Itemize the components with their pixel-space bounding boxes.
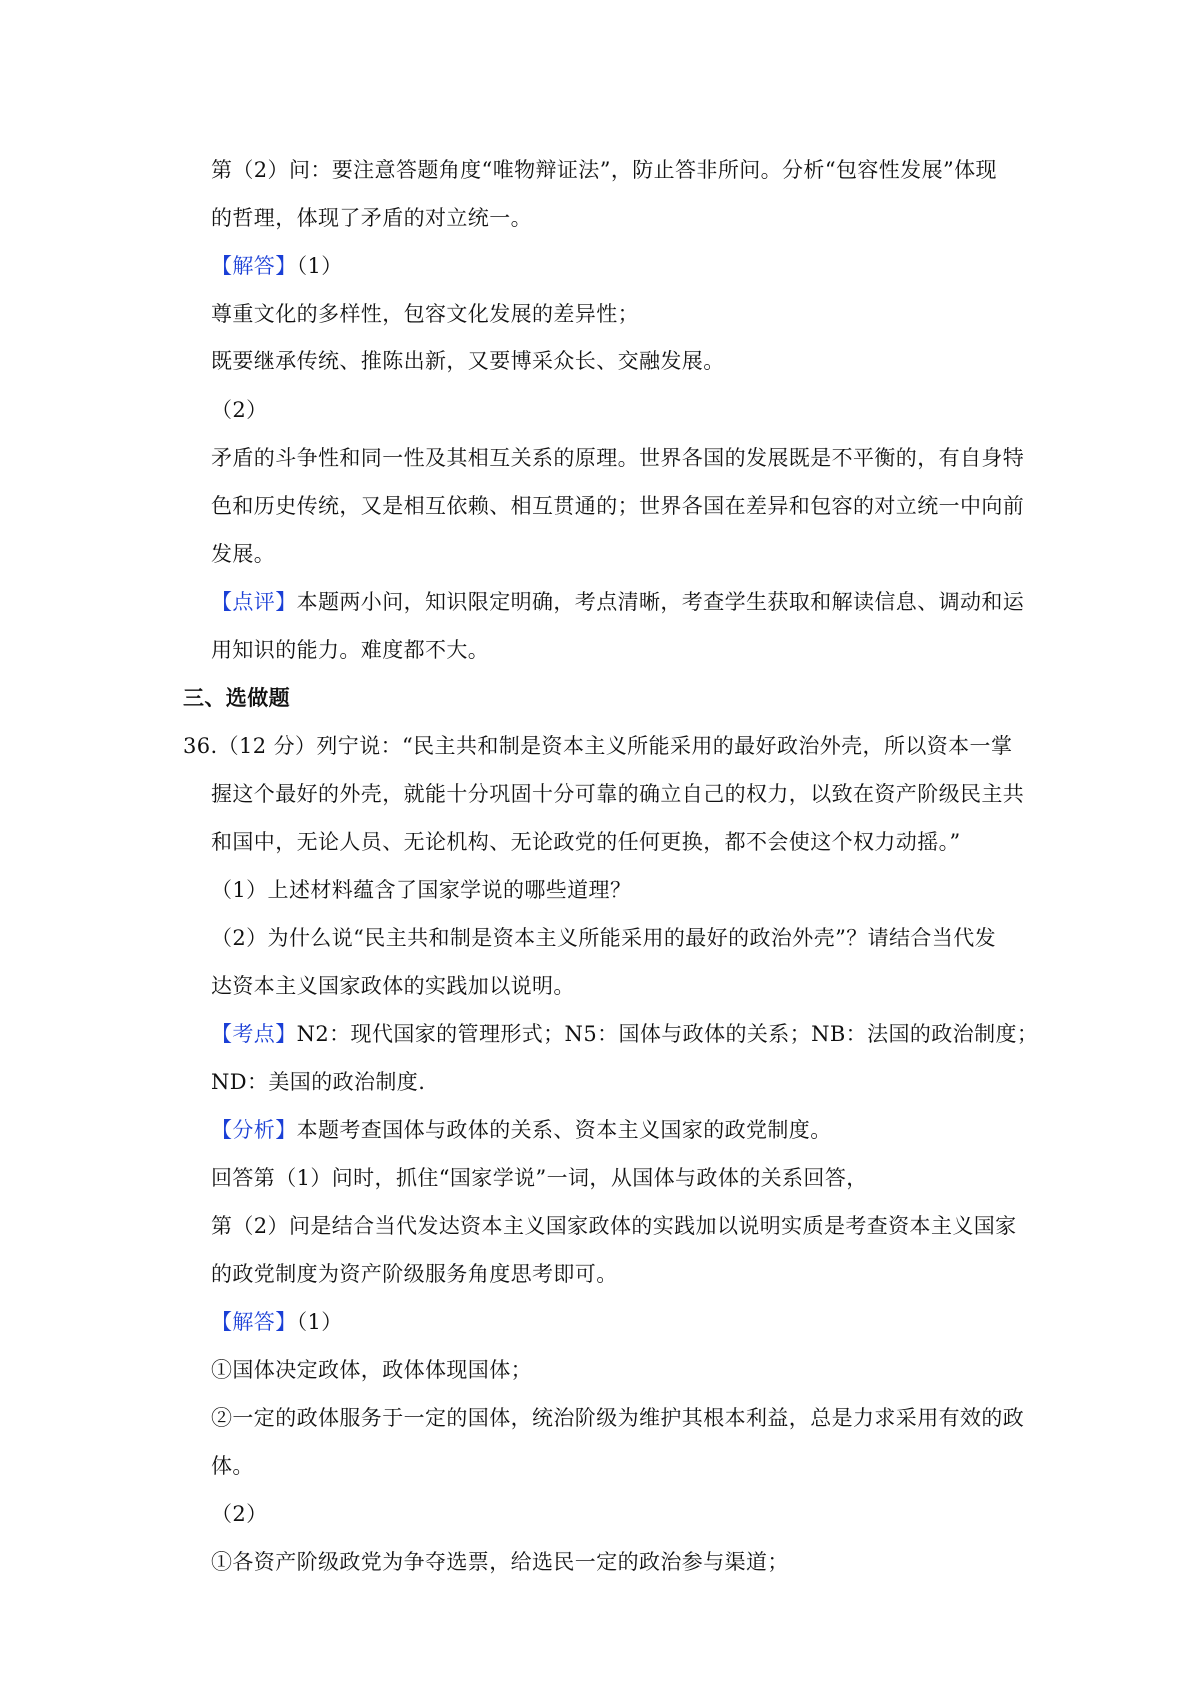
comment-tag: 【点评】 <box>211 590 297 614</box>
answer-part2-line-3: 发展。 <box>211 542 276 566</box>
kaodian-text-1: N2：现代国家的管理形式；N5：国体与政体的关系；NB：法国的政治制度； <box>296 1022 1039 1046</box>
answer-part1-label: （1） <box>296 254 343 278</box>
answer-36-item-1: ①国体决定政体，政体体现国体； <box>211 1358 532 1382</box>
analysis-q2-line-1: 第（2）问：要注意答题角度“唯物辩证法”，防止答非所问。分析“包容性发展”体现 <box>211 158 997 182</box>
fenxi-tag: 【分析】 <box>211 1118 297 1142</box>
fenxi-line-1 <box>211 1115 832 1145</box>
fenxi-line-2: 回答第（1）问时，抓住“国家学说”一词，从国体与政体的关系回答， <box>211 1166 868 1190</box>
comment-line-2: 用知识的能力。难度都不大。 <box>211 638 490 662</box>
question-stem-line-2: 握这个最好的外壳，就能十分巩固十分可靠的确立自己的权力，以致在资产阶级民主共 <box>211 782 1025 806</box>
question-number: 36.（12 分） <box>183 734 317 758</box>
sub-question-1: （1）上述材料蕴含了国家学说的哪些道理？ <box>211 878 632 902</box>
question-36-line-1 <box>183 731 1012 761</box>
analysis-q2-line-2: 的哲理，体现了矛盾的对立统一。 <box>211 206 532 230</box>
section-heading: 三、选做题 <box>183 685 290 710</box>
answer-36-item-2-line-1: ②一定的政体服务于一定的国体，统治阶级为维护其根本利益，总是力求采用有效的政 <box>211 1406 1025 1430</box>
answer-part2-line-2: 色和历史传统，又是相互依赖、相互贯通的；世界各国在差异和包容的对立统一中向前 <box>211 494 1025 518</box>
fenxi-line-4: 的政党制度为资产阶级服务角度思考即可。 <box>211 1262 618 1286</box>
kaodian-tag: 【考点】 <box>211 1022 297 1046</box>
answer-part1-line-1: 尊重文化的多样性，包容文化发展的差异性； <box>211 302 639 326</box>
answer-tag: 【解答】 <box>211 254 297 278</box>
answer-36-part2-label: （2） <box>211 1502 268 1526</box>
question-stem-line-3: 和国中，无论人员、无论机构、无论政党的任何更换，都不会使这个权力动摇。” <box>211 830 961 854</box>
answer-block-36 <box>211 1307 343 1337</box>
comment-line-1 <box>211 587 1024 617</box>
sub-question-2-line-2: 达资本主义国家政体的实践加以说明。 <box>211 974 575 998</box>
answer-36-part2-item-1: ①各资产阶级政党为争夺选票，给选民一定的政治参与渠道； <box>211 1550 789 1574</box>
comment-text-1: 本题两小问，知识限定明确，考点清晰，考查学生获取和解读信息、调动和运 <box>296 590 1025 614</box>
answer-part1-line-2: 既要继承传统、推陈出新，又要博采众长、交融发展。 <box>211 349 725 373</box>
sub-question-2-line-1: （2）为什么说“民主共和制是资本主义所能采用的最好的政治外壳”？请结合当代发 <box>211 926 997 950</box>
answer-part2-line-1: 矛盾的斗争性和同一性及其相互关系的原理。世界各国的发展既是不平衡的，有自身特 <box>211 446 1025 470</box>
fenxi-line-3: 第（2）问是结合当代发达资本主义国家政体的实践加以说明实质是考查资本主义国家 <box>211 1214 1017 1238</box>
answer-block-a <box>211 251 343 281</box>
answer-36-item-2-line-2: 体。 <box>211 1454 254 1478</box>
answer-36-tag: 【解答】 <box>211 1310 297 1334</box>
answer-part2-label: （2） <box>211 398 268 422</box>
fenxi-text-1: 本题考查国体与政体的关系、资本主义国家的政党制度。 <box>296 1118 832 1142</box>
kaodian-line-2: ND：美国的政治制度. <box>211 1070 426 1094</box>
kaodian-line-1 <box>211 1019 1038 1049</box>
question-stem-1: 列宁说：“民主共和制是资本主义所能采用的最好政治外壳，所以资本一掌 <box>316 734 1013 758</box>
answer-36-part1-label: （1） <box>296 1310 343 1334</box>
